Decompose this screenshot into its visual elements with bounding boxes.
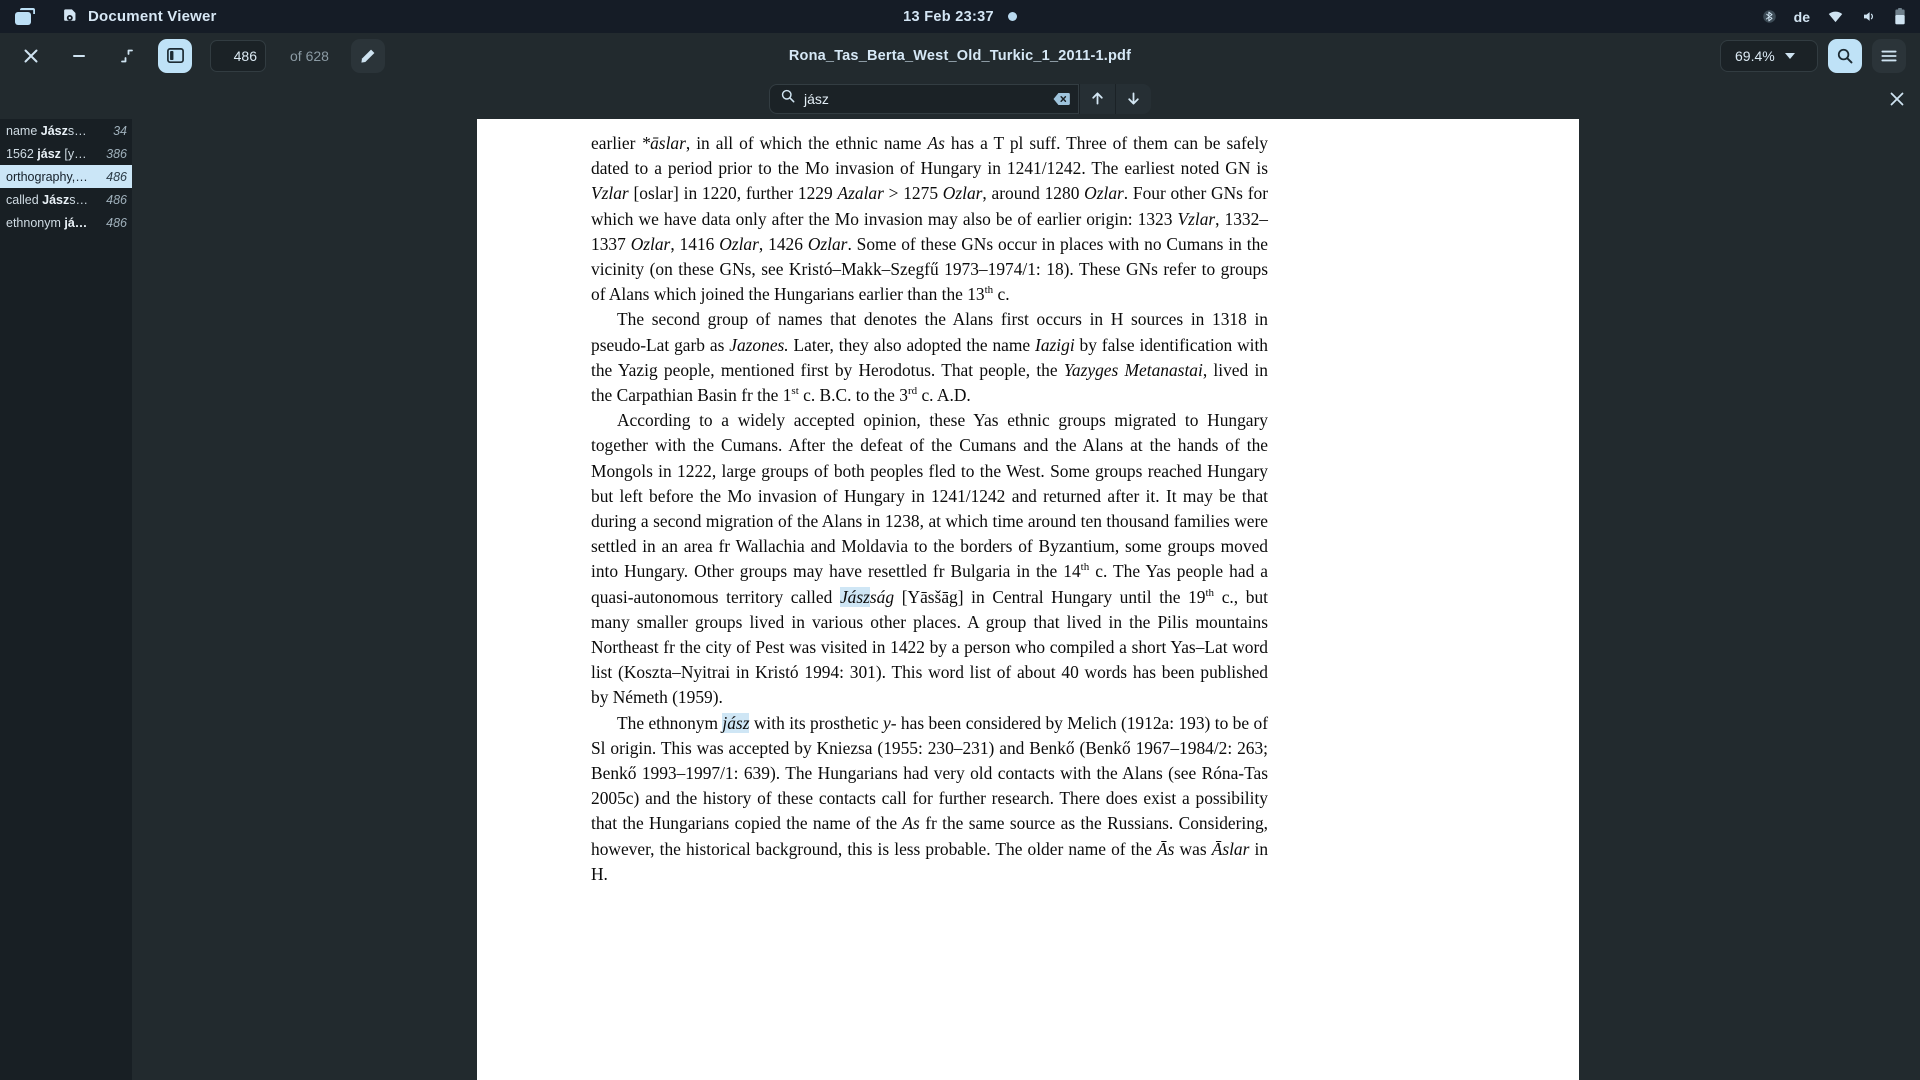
page-number-value: 486 [233,47,257,64]
search-result-row[interactable] [0,211,132,234]
active-application[interactable] [62,8,217,25]
annotate-button[interactable] [351,39,385,73]
document-toolbar [0,33,1920,78]
window-icon[interactable] [14,8,36,25]
search-result-row[interactable] [0,142,132,165]
search-results-sidebar[interactable] [0,119,132,1080]
document-title: Rona_Tas_Berta_West_Old_Turkic_1_2011-1.pdf [788,47,1132,64]
minimize-window-button[interactable] [62,39,96,73]
clear-search-icon[interactable] [1053,92,1070,106]
clock-label[interactable]: 13 Feb 23:37 [903,8,994,25]
page-number-input[interactable] [210,40,266,72]
bluetooth-icon[interactable] [1762,9,1777,24]
search-bar [0,78,1920,119]
chevron-down-icon [1785,53,1795,59]
battery-icon[interactable] [1894,8,1906,25]
zoom-level-value: 69.4% [1735,47,1775,64]
find-next-button[interactable] [1115,84,1151,114]
system-bar-left [0,8,217,25]
search-match-highlight: jász [722,712,750,733]
wifi-icon[interactable] [1827,9,1844,24]
search-result-text: 1562 jász [y… [6,146,87,161]
restore-window-button[interactable] [110,39,144,73]
search-query-value: jász [804,90,829,107]
search-result-page: 486 [106,169,127,184]
close-window-button[interactable] [14,39,48,73]
volume-icon[interactable] [1861,9,1877,24]
toolbar-right-group [1720,33,1906,78]
page-total-label: of 628 [290,47,329,64]
system-bar-center [0,0,1920,33]
search-result-page: 486 [106,192,127,207]
search-controls-group [769,84,1151,114]
search-result-page: 486 [106,215,127,230]
search-icon [781,89,795,108]
paragraph: earlier *āslar, in all of which the ethnic name As has a T pl suff. Three of them can be safely dated to a period prior to the Mo invasion of Hungary in 1241/1242. The earliest noted GN is Vzlar [oslar] in 1220, further 1229 Azalar > 1275 Ozlar, around 1280 Ozlar. Four other GNs for which we have data only after the Mo invasion may also be of earlier origin: 1323 Vzlar, 1332–1337 Ozlar, 1416 Ozlar, 1426 Ozlar. Some of these GNs occur in places with no Cumans in the vicinity (on these GNs, see Kristó–Makk–Szegfű 1973–1974/1: 18). These GNs refer to groups of Alans which joined the Hungarians earlier than the 13th c. [591,133,1269,305]
paragraph: The ethnonym jász with its prosthetic y- has been considered by Melich (1912a: 193) to be of Sl origin. This was accepted by Kniezsa (1955: 230–231) and Benkő (Benkő 1967–1984/2: 263; Benkő 1993–1997/1: 639). The Hungarians had very old contacts with the Alans (see Róna-Tas 2005c) and the history of these contacts call for further research. There does exist a possibility that the Hungarians copied the name of the As fr the same source as the Russians. Considering, however, the historical background, this is less probable. The older name of the Ās was Āslar in H. [591,712,1269,884]
find-previous-button[interactable] [1079,84,1115,114]
search-result-row[interactable] [0,165,132,188]
search-result-text: called Jászs… [6,192,88,207]
search-result-row[interactable] [0,119,132,142]
zoom-level-select[interactable] [1720,40,1818,72]
paragraph: The second group of names that denotes the Alans first occurs in H sources in 1318 in pseudo-Lat garb as Jazones. Later, they also adopted the name Iazigi by false identification with the Yazig people, mentioned first by Herodotus. That people, the Yazyges Metanastai, lived in the Carpathian Basin fr the 1st c. B.C. to the 3rd c. A.D. [591,309,1269,406]
sidebar-toggle-button[interactable] [158,39,192,73]
search-result-page: 386 [106,146,127,161]
search-toggle-button[interactable] [1828,39,1862,73]
search-match-highlight: Jász [839,586,870,607]
search-input[interactable] [769,84,1079,114]
search-result-row[interactable] [0,188,132,211]
app-name-label: Document Viewer [88,8,217,25]
pdf-page [477,119,1579,1080]
search-result-text: name Jászs… [6,123,87,138]
keyboard-layout-label[interactable]: de [1793,8,1810,25]
system-tray [1762,0,1906,33]
recording-indicator-dot [1008,12,1017,21]
page-text-content [591,131,1268,887]
close-search-button[interactable] [1890,78,1904,119]
search-result-text: orthography,… [6,169,88,184]
system-top-bar [0,0,1920,33]
main-menu-button[interactable] [1872,39,1906,73]
search-result-text: ethnonym já… [6,215,88,230]
paragraph: According to a widely accepted opinion, these Yas ethnic groups migrated to Hungary together with the Cumans. After the defeat of the Cumans and the Alans at the hands of the Mongols in 1222, large groups of both peoples fled to the West. Some groups reached Hungary but left before the Mo invasion of Hungary in 1241/1242 and returned after it. It may be that during a second migration of the Alans in 1238, at which time around ten thousand families were settled in an area fr Wallachia and Moldavia to the borders of Byzantium, some groups moved into Hungary. Other groups may have resettled fr Bulgaria in the 14th c. The Yas people had a quasi-autonomous territory called Jászság [Yāsšāg] in Central Hungary until the 19th c., but many smaller groups lived in various other places. A group that lived in the Pilis mountains Northeast fr the city of Pest was visited in 1422 by a person who compiled a short Yas–Lat word list (Koszta–Nyitrai in Kristó 1994: 301). This word list of about 40 words has been published by Németh (1959). [591,410,1269,708]
search-result-page: 34 [113,123,127,138]
toolbar-left-group [0,39,385,73]
document-viewer-icon [62,8,79,25]
document-viewport[interactable] [132,119,1920,1080]
